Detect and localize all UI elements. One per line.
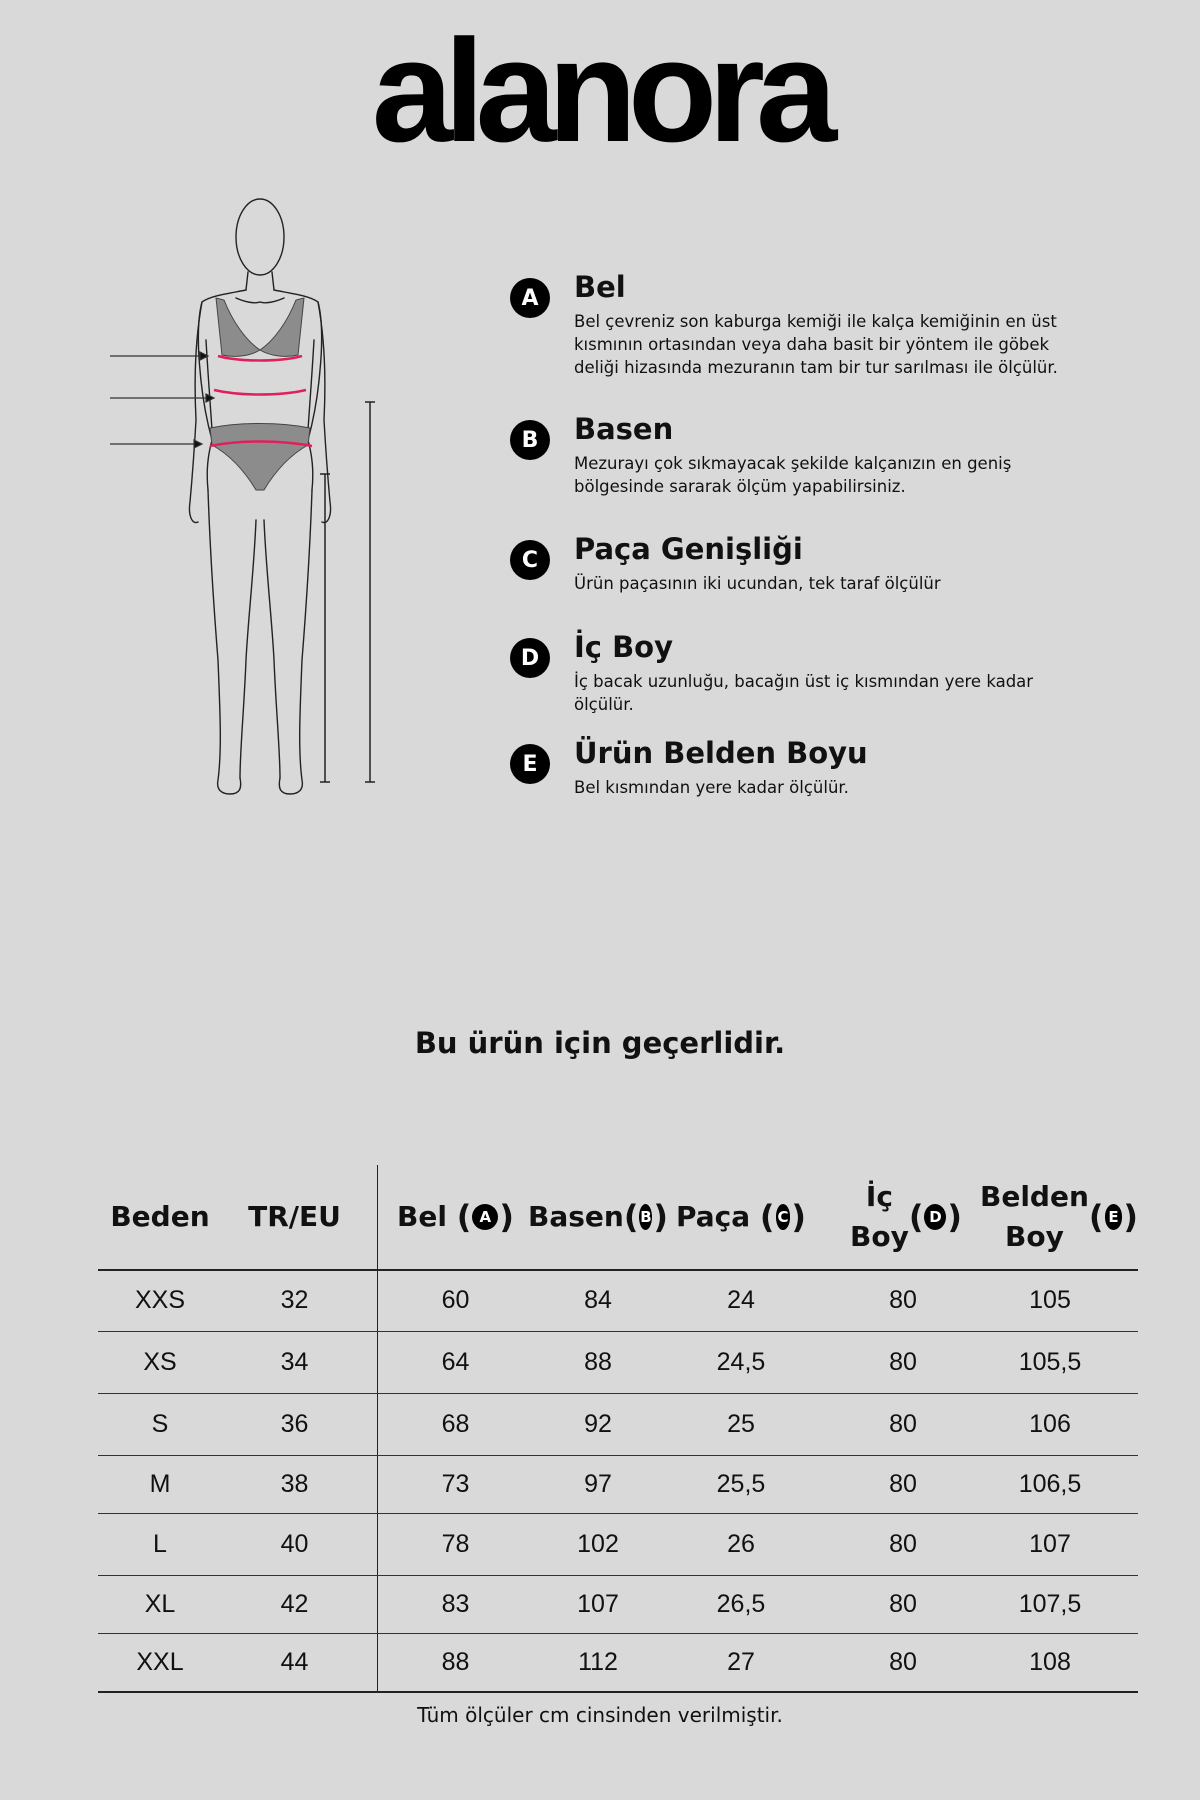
table-cell: 60 [441,1285,470,1314]
table-cell: 108 [1029,1647,1071,1676]
table-cell: 42 [280,1589,309,1618]
table-cell: 24 [727,1285,755,1314]
table-cell: 25 [727,1409,755,1438]
table-cell: 83 [441,1589,470,1618]
table-cell: 88 [584,1347,612,1376]
table-cell: 44 [280,1647,309,1676]
page-subtitle: Bu ürün için geçerlidir. [414,1026,786,1060]
table-cell: 88 [441,1647,470,1676]
table-cell: 68 [441,1409,470,1438]
letter-e-icon: E [1105,1204,1123,1230]
table-cell: 34 [280,1347,309,1376]
table-divider [377,1165,378,1691]
table-cell: 107,5 [1018,1589,1082,1618]
table-cell: 36 [280,1409,309,1438]
table-cell: XXS [134,1285,186,1314]
measurement-title: İç Boy [574,630,674,664]
measurement-desc: Bel çevreniz son kaburga kemiği ile kalça kemiğinin en üst kısmının ortasından veya daha basit bir yöntem ile göbek deliği hizasında mezuranın tam bir tur sarılması ile ölçülür. [574,312,1058,377]
table-cell: 80 [889,1285,917,1314]
table-cell: S [151,1409,169,1438]
table-cell: 107 [1029,1529,1071,1558]
header-ic-boy: İç Boy ( D ) [850,1180,962,1253]
brand-logo: alanora [371,9,829,172]
row-separator [98,1455,1138,1456]
table-cell: 80 [889,1529,917,1558]
measurement-title: Paça Genişliği [574,532,803,566]
table-cell: 112 [578,1647,618,1676]
measurement-desc: Ürün paçasının iki ucundan, tek taraf ölçülür [574,574,941,593]
row-separator [98,1393,1138,1394]
size-table [98,1165,1138,1691]
body-measurement-figure [100,190,400,810]
table-cell: 24,5 [716,1347,766,1376]
table-cell: 32 [280,1285,309,1314]
letter-d-icon: D [924,1204,946,1230]
header-beden: Beden [110,1200,210,1233]
table-cell: 40 [280,1529,309,1558]
letter-c-icon: C [776,1204,791,1230]
table-cell: 73 [441,1469,470,1498]
measurement-title: Basen [574,412,674,446]
table-cell: 78 [441,1529,470,1558]
table-cell: M [149,1469,171,1498]
header-belden-boy: Belden Boy ( E ) [980,1180,1138,1253]
table-cell: 26,5 [716,1589,766,1618]
table-cell: 80 [889,1409,917,1438]
table-cell: 107 [577,1589,619,1618]
measurement-desc: Mezurayı çok sıkmayacak şekilde kalçanızın en geniş bölgesinde sararak ölçüm yapabilirsiniz. [574,454,1012,496]
letter-b-icon: B [639,1204,652,1230]
table-cell: 80 [889,1347,917,1376]
row-separator [98,1269,1138,1271]
header-paca: Paça ( C ) [676,1198,806,1236]
header-treu: TR/EU [248,1200,341,1233]
table-cell: 64 [441,1347,470,1376]
table-cell: XXL [136,1647,184,1676]
table-cell: 105 [1029,1285,1071,1314]
row-separator [98,1575,1138,1576]
badge-b: B [510,420,550,460]
table-cell: 84 [584,1285,612,1314]
table-cell: 106,5 [1018,1469,1082,1498]
table-cell: 105,5 [1018,1347,1082,1376]
measurement-desc: Bel kısmından yere kadar ölçülür. [574,778,849,797]
row-separator [98,1633,1138,1634]
badge-d: D [510,638,550,678]
letter-a-icon: A [472,1204,498,1230]
header-basen: Basen ( B ) [528,1198,668,1236]
table-cell: 80 [889,1647,917,1676]
table-bottom-border [98,1691,1138,1693]
header-bel: Bel ( A ) [397,1198,514,1236]
badge-c: C [510,540,550,580]
footnote: Tüm ölçüler cm cinsinden verilmiştir. [417,1703,783,1727]
table-cell: 80 [889,1589,917,1618]
badge-e: E [510,744,550,784]
table-cell: 38 [280,1469,309,1498]
table-cell: 25,5 [716,1469,766,1498]
table-cell: 102 [577,1529,619,1558]
table-cell: XL [144,1589,176,1618]
measurement-title: Ürün Belden Boyu [574,736,868,770]
table-cell: XS [143,1347,177,1376]
measurement-title: Bel [574,270,626,304]
table-cell: 97 [584,1469,612,1498]
table-cell: 80 [889,1469,917,1498]
measurement-desc: İç bacak uzunluğu, bacağın üst iç kısmından yere kadar ölçülür. [574,672,1034,714]
table-cell: 27 [727,1647,755,1676]
table-cell: L [153,1529,167,1558]
row-separator [98,1331,1138,1332]
table-cell: 92 [584,1409,612,1438]
table-cell: 26 [727,1529,755,1558]
badge-a: A [510,278,550,318]
table-cell: 106 [1029,1409,1071,1438]
row-separator [98,1513,1138,1514]
